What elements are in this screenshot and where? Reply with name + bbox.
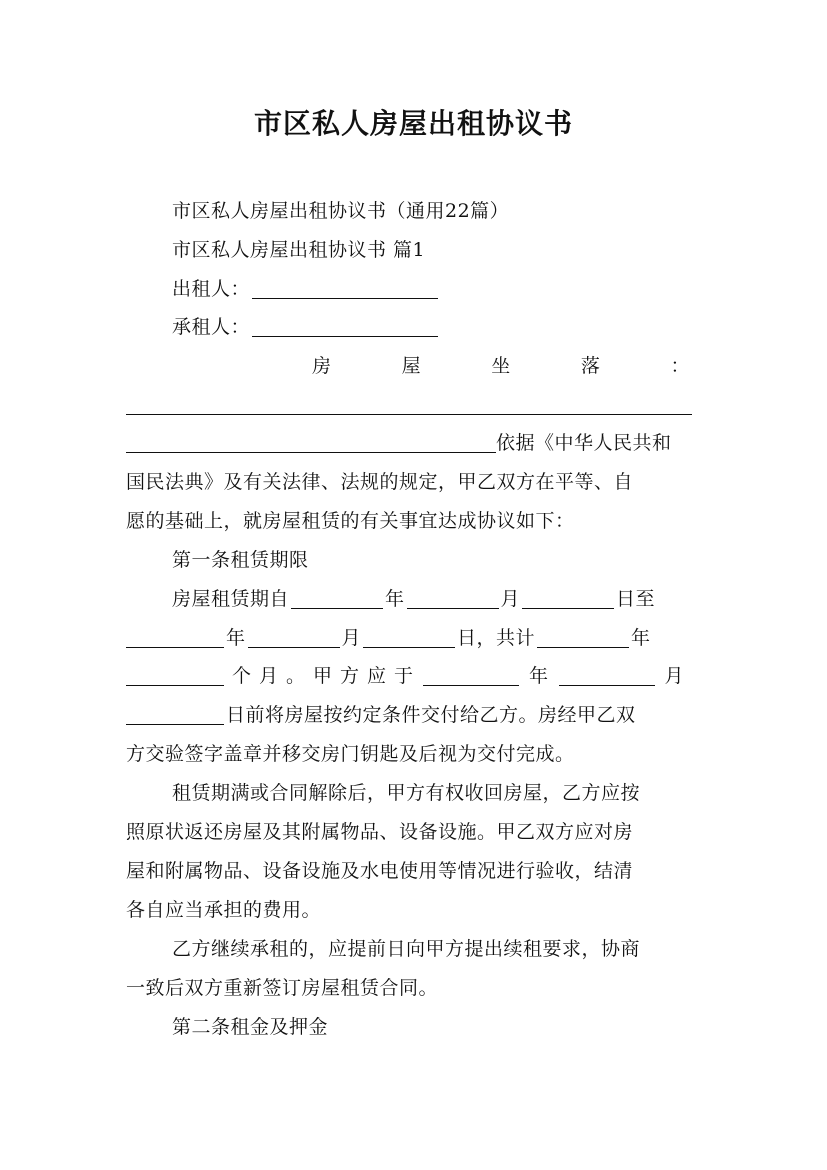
term-month: 月 <box>664 665 685 687</box>
term-line-4 <box>126 696 702 734</box>
basis-line-2: 国民法典》及有关法律、法规的规定，甲乙双方在平等、自 <box>126 471 634 493</box>
location-char: ： <box>670 355 690 377</box>
total-blank <box>537 646 629 648</box>
para-2-line-1: 租赁期满或合同解除后，甲方有权收回房屋，乙方应按 <box>172 782 641 804</box>
para-3-line-2: 一致后双方重新签订房屋租赁合同。 <box>126 977 439 999</box>
day-blank <box>522 607 614 609</box>
day-blank <box>363 646 455 648</box>
term-year: 年 <box>529 665 549 687</box>
term-line-1 <box>172 580 702 618</box>
lessee-line <box>172 308 702 346</box>
term-line-2 <box>126 619 702 657</box>
article-2-title: 第二条租金及押金 <box>172 1016 329 1038</box>
year-blank <box>291 607 383 609</box>
lessee-blank <box>252 335 438 337</box>
term-line-5: 方交验签字盖章并移交房门钥匙及后视为交付完成。 <box>126 743 575 765</box>
term-line-4-text: 日前将房屋按约定条件交付给乙方。房经甲乙双 <box>226 704 636 726</box>
lessor-blank <box>252 297 438 299</box>
para-2-line-3: 屋和附属物品、设备设施及水电使用等情况进行验收，结清 <box>126 860 634 882</box>
location-char: 坐 <box>491 355 511 377</box>
lessor-label: 出租人： <box>172 278 251 300</box>
term-month: 月 <box>341 627 362 649</box>
lessor-line <box>172 270 702 308</box>
location-line <box>312 347 690 385</box>
term-day-total: 日，共计 <box>457 627 536 649</box>
location-char: 屋 <box>401 355 422 377</box>
term-months-text: 个月。甲方应于 <box>232 665 422 687</box>
location-blank-cont <box>126 451 496 453</box>
month-blank <box>407 607 499 609</box>
para-2-line-2: 照原状返还房屋及其附属物品、设备设施。甲乙双方应对房 <box>126 821 634 843</box>
location-blank-line <box>126 386 702 424</box>
section-heading: 市区私人房屋出租协议书 篇1 <box>172 239 426 261</box>
deliver-month-blank <box>559 684 655 686</box>
para-3-line-1: 乙方继续承租的，应提前日向甲方提出续租要求，协商 <box>172 938 641 960</box>
basis-line-3: 愿的基础上，就房屋租赁的有关事宜达成协议如下： <box>126 510 575 532</box>
months-blank <box>126 684 224 686</box>
deliver-year-blank <box>423 684 519 686</box>
term-year: 年 <box>385 588 405 610</box>
article-1-title: 第一条租赁期限 <box>172 549 309 571</box>
term-line-3 <box>126 657 702 695</box>
deliver-day-blank <box>126 723 224 725</box>
location-char: 房 <box>312 355 332 377</box>
term-year: 年 <box>631 627 651 649</box>
location-char: 落 <box>580 355 601 377</box>
term-year: 年 <box>226 627 246 649</box>
document-subtitle: 市区私人房屋出租协议书（通用22篇） <box>172 200 510 222</box>
location-blank <box>126 413 692 415</box>
basis-text: 依据《中华人民共和 <box>496 432 672 454</box>
month-blank <box>248 646 340 648</box>
term-month: 月 <box>500 588 521 610</box>
term-text: 房屋租赁期自 <box>172 588 290 610</box>
para-2-line-4: 各自应当承担的费用。 <box>126 899 322 921</box>
document-title: 市区私人房屋出租协议书 <box>253 107 573 140</box>
year-blank <box>126 646 224 648</box>
lessee-label: 承租人： <box>172 316 251 338</box>
term-day-to: 日至 <box>616 588 656 610</box>
basis-line-1 <box>126 424 702 462</box>
